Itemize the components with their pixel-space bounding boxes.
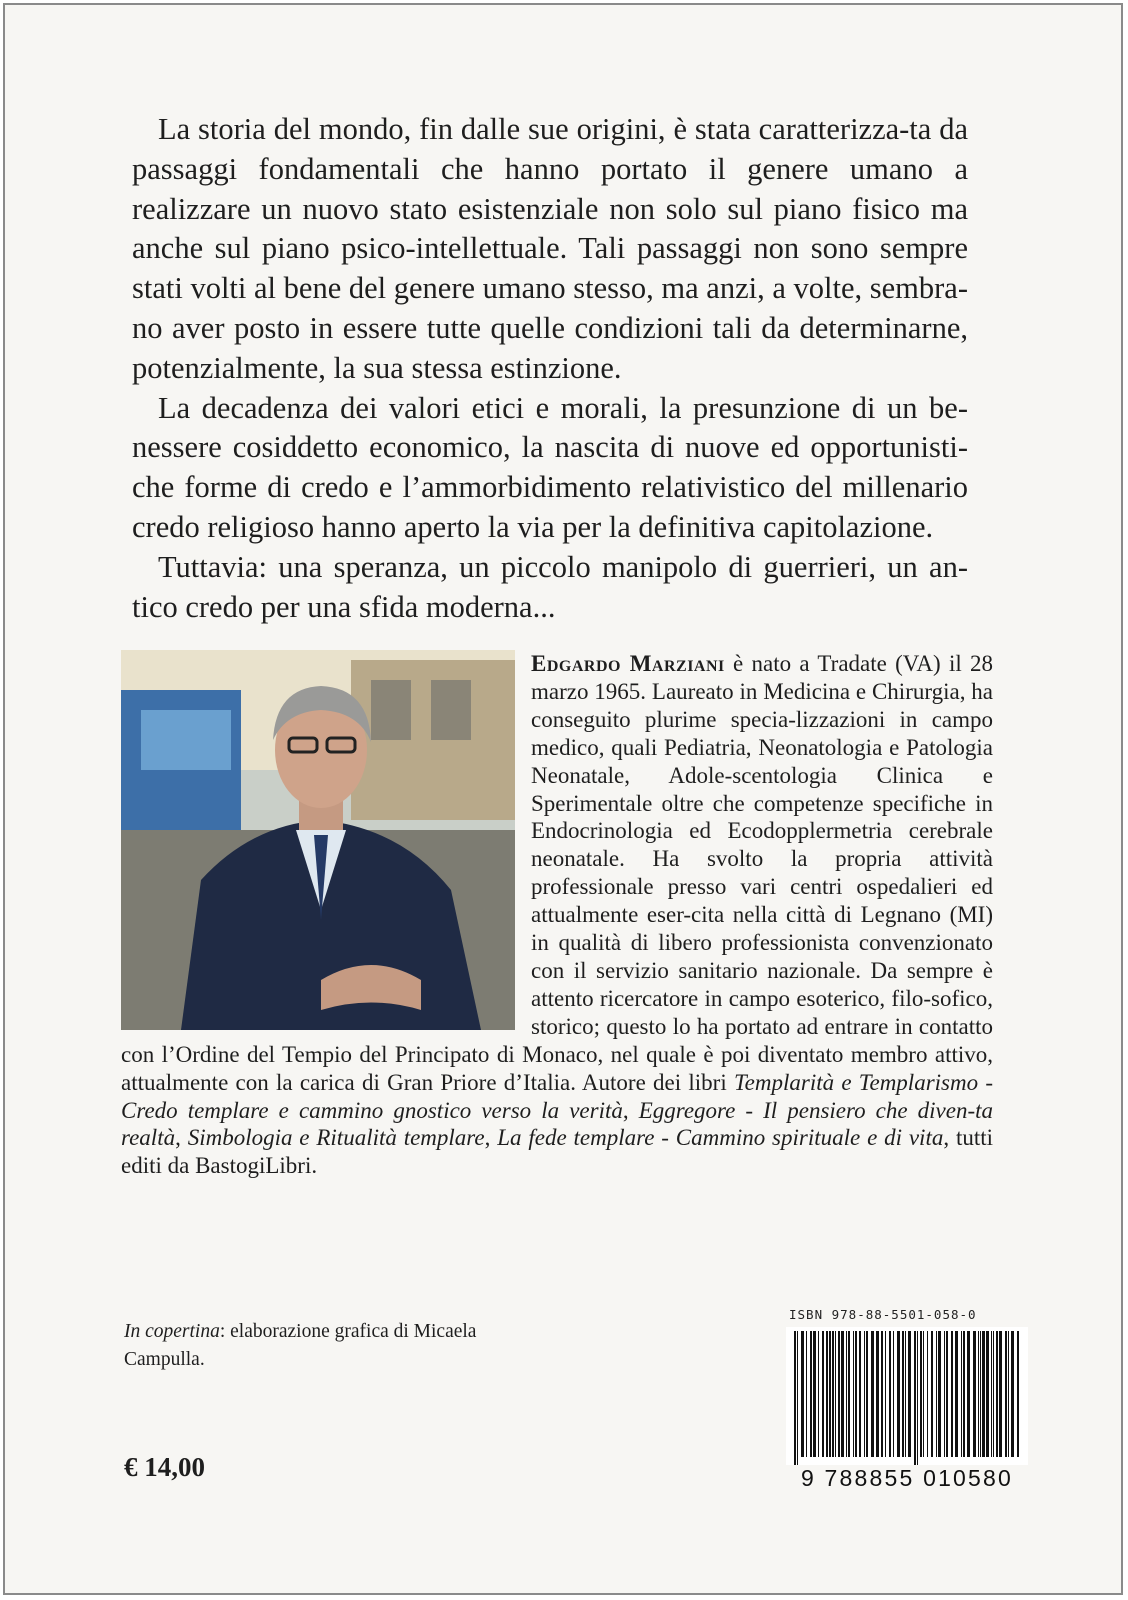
barcode-bar [978,1331,979,1457]
barcode-bar [982,1331,985,1457]
barcode-bar [938,1331,941,1457]
book-title: Simbologia e Ritualità templare [187,1125,485,1151]
barcode-bar [801,1331,804,1457]
synopsis-paragraph-3: Tuttavia: una speranza, un piccolo manipolo di guerrieri, un an-tico credo per una sfida moderna... [132,549,968,624]
barcode-bar [993,1331,994,1457]
barcode-bar [927,1331,928,1457]
barcode-bar [864,1331,865,1457]
barcode-bar [1017,1331,1019,1457]
isbn-label: ISBN 978-88-5501-058-0 [789,1307,977,1322]
barcode-bar [996,1331,998,1457]
barcode-bar [794,1331,796,1465]
barcode-bar [986,1331,989,1457]
barcode-bar [829,1331,831,1457]
book-title: Templarità e Templarismo - Credo templare e cammino gnostico verso la verità [121,1069,994,1123]
book-title: La fede templare - Cammino spirituale e di vita [497,1125,944,1151]
barcode-bar [838,1331,840,1457]
barcode-bar [797,1331,798,1465]
price-label: € 14,00 [124,1452,205,1482]
separator: , [484,1125,498,1151]
barcode-bar [1005,1331,1007,1457]
barcode-bar [866,1331,868,1457]
barcode-bar [832,1331,834,1457]
barcode-bar [1011,1331,1014,1457]
barcode-bar [841,1331,844,1457]
barcode-bar [871,1331,874,1457]
barcode-bar [955,1331,958,1457]
barcode-bar [902,1331,904,1457]
barcode-bar [961,1331,962,1457]
barcode-bar [846,1331,847,1457]
barcode-bar [853,1331,854,1457]
barcode-bar [905,1331,906,1457]
separator: , [175,1125,188,1151]
barcode-bar [810,1331,812,1457]
barcode-bar [885,1331,886,1457]
barcode-bar [881,1331,883,1457]
barcode-bar [914,1331,916,1465]
credits-text: : elaborazione grafica di Micaela Campulla. [124,1321,477,1370]
barcode-bar [936,1331,937,1457]
barcode-bar [818,1331,819,1457]
barcode-bar [826,1331,828,1457]
barcode-bar [923,1331,924,1457]
barcode-bar [931,1331,933,1457]
author-name: Edgardo Marziani [531,651,725,676]
barcode-bar [1008,1331,1009,1457]
bio-text: è nato a Tradate (VA) il 28 marzo 1965. Laureato in Medicina e Chirurgia, ha conseguito plurime specia-lizzazioni in campo medico, quali Pediatria, Neonatologia e Patologia Neonatale, Adole-scentologia Clinica e Sperimentale oltre che competenze specifiche in Endocrinologia ed Ecodopplermetria cerebrale neonatale. Ha svolto la propria attività professionale presso vari centri ospedalieri ed attualmente eser-cita nella città di Legnano (MI) in qualità di libero professionista convenzionato con il servizio sanitario nazionale. Da sempre è attento ricercatore in campo esoterico, filo-sofico, storico; questo lo ha portato ad entrare in contatto con l’Ordine del Tempio del Principato di Monaco, nel quale è poi diventato membro attivo, attualmente con la carica di Gran Priore d’Italia. Autore dei libri [121,651,993,1095]
synopsis-paragraph-2: La decadenza dei valori etici e morali, la presunzione di un be-nessere cosiddetto economico, la nascita di nuove ed opportunisti-che forme di credo e l’ammorbidimento relativistico del millenario credo religioso hanno aperto la via per la definitiva capitolazione. [132,390,968,544]
barcode-bar [973,1331,976,1457]
barcode [786,1327,1028,1465]
barcode-bar [917,1331,918,1465]
barcode-bar [813,1331,816,1457]
author-biography [121,650,993,1180]
barcode-bar [999,1331,1002,1457]
barcode-bar [944,1331,945,1457]
barcode-bar [980,1331,981,1457]
barcode-digits: 9 788855 010580 [800,1465,1014,1491]
photo-spacer [121,650,531,1036]
barcode-bar [822,1331,824,1457]
barcode-bar [946,1331,948,1457]
barcode-bar [859,1331,861,1457]
barcode-bars [786,1327,1028,1465]
synopsis-paragraph-1: La storia del mondo, fin dalle sue origini, è stata caratterizza-ta da passaggi fondamentali che hanno portato il genere umano a realizzare un nuovo stato esistenziale non solo sul piano fisico ma anche sul piano psico-intellettuale. Tali passaggi non sono sempre stati volti al bene del genere umano stesso, ma anzi, a volte, sembra-no aver posto in essere tutte quelle condizioni tali da determinarne, potenzialmente, la sua stessa estinzione. [132,112,968,385]
barcode-bar [806,1331,807,1457]
barcode-bar [991,1331,992,1457]
barcode-bar [920,1331,922,1457]
bio-text: , tutti editi da BastogiLibri. [121,1125,993,1179]
barcode-bar [963,1331,965,1457]
book-title: Eggregore - Il pensiero che diven-ta realtà [121,1097,994,1151]
barcode-bar [967,1331,970,1457]
barcode-bar [951,1331,953,1457]
cover-credits [124,1318,484,1374]
credits-label: In copertina [124,1321,220,1342]
barcode-bar [889,1331,891,1457]
barcode-bar [897,1331,900,1457]
barcode-bar [876,1331,879,1457]
barcode-bar [848,1331,850,1457]
separator: , [622,1097,639,1123]
synopsis [132,110,968,627]
barcode-bar [835,1331,836,1457]
barcode-bar [855,1331,857,1457]
barcode-bar [893,1331,894,1457]
barcode-bar [908,1331,911,1457]
